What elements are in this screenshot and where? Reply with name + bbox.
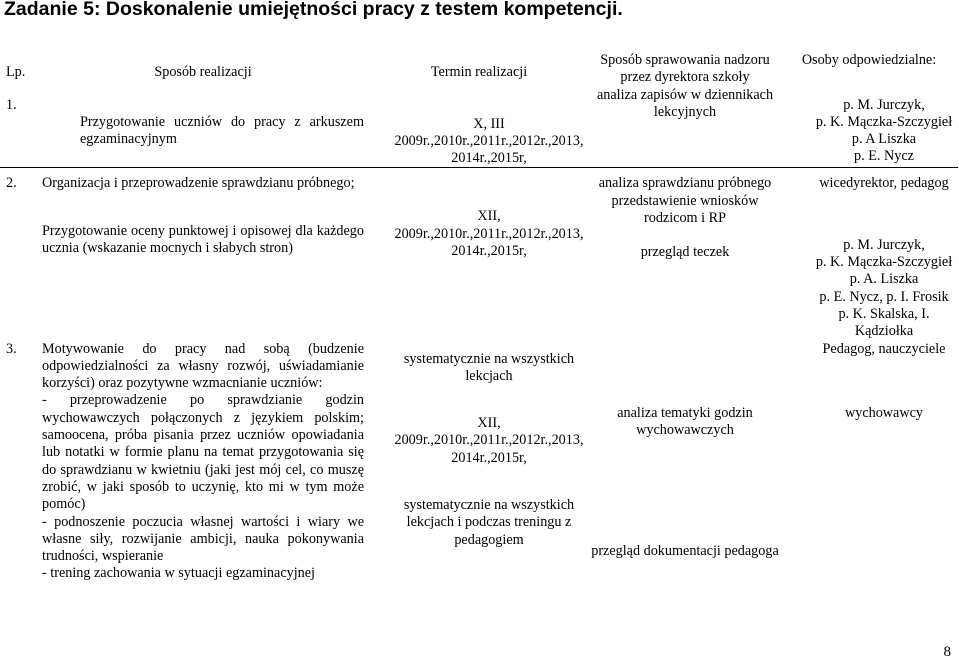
row2-responsible [780, 168, 958, 341]
row2-supervision [590, 168, 780, 341]
page-number: 8 [943, 644, 951, 660]
row1-method: Przygotowanie uczniów do pracy z arkuszem egzaminacyjnym [80, 113, 364, 147]
row2-method-a: Organizacja i przeprowadzenie sprawdzianu próbnego; [42, 175, 355, 192]
row3-method-p3: - podnoszenie poczucia własnej wartości i wiary we własne siły, rozwijanie ambicji, nauka pokonywania trudności, wspieranie [42, 513, 364, 565]
row3-supervision-a: analiza tematyki godzin wychowawczych [617, 404, 753, 438]
row3-responsible [780, 341, 958, 583]
row3-supervision [590, 341, 780, 583]
header-responsible-text: Osoby odpowiedzialne: [801, 52, 937, 68]
row2-supervision-b: przegląd teczek [640, 244, 730, 261]
row2-responsible-list [810, 237, 958, 341]
header-responsible [780, 52, 958, 87]
row1-term-line2: 2009r.,2010r.,2011r.,2012r.,2013, [394, 132, 584, 149]
row1-term-line3: 2014r.,2015r, [451, 150, 527, 167]
row2-supervision-a: analiza sprawdzianu próbnego przedstawienie wniosków rodzicom i RP [598, 175, 772, 227]
row1-responsible [780, 87, 958, 168]
row1-term-line1: X, III [473, 115, 505, 132]
row2-responsible-2: p. K. Mączka-Szczygieł [815, 254, 953, 271]
competence-table [0, 52, 958, 583]
header-term: Termin realizacji [430, 64, 528, 80]
row2-term-line3: 2014r.,2015r, [451, 243, 527, 260]
row1-responsible-3: p. A Liszka [851, 131, 917, 148]
header-supervision-text: Sposób sprawowania nadzoru przez dyrektora szkoły [600, 52, 770, 86]
row3-term-b: systematycznie na wszystkich lekcjach i podczas treningu z pedagogiem [403, 497, 575, 548]
row2-term [368, 168, 590, 341]
row1-term [368, 87, 590, 168]
row3-term [368, 341, 590, 583]
row2-responsible-4: p. E. Nycz, p. I. Frosik [819, 288, 949, 305]
row3-term-a: systematycznie na wszystkich lekcjach [403, 350, 575, 384]
row2-responsible-5: p. K. Skalska, I. Kądziołka [838, 305, 930, 340]
row3-responsible-b: wychowawcy [844, 404, 923, 421]
row2-method [38, 168, 368, 341]
row2-lp: 2. [0, 168, 38, 341]
table-row-1 [0, 87, 958, 168]
row2-method-b: Przygotowanie oceny punktowej i opisowej dla każdego ucznia (wskazanie mocnych i słabych stron) [42, 222, 364, 257]
row1-responsible-1: p. M. Jurczyk, [843, 96, 925, 113]
page-title: Zadanie 5: Doskonalenie umiejętności pracy z testem kompetencji. [4, 0, 623, 20]
row3-term-dates [388, 415, 590, 467]
row1-supervision: analiza zapisów w dziennikach lekcyjnych [596, 86, 774, 120]
row2-responsible-1: p. M. Jurczyk, [843, 236, 925, 253]
row2-term-line1: XII, [477, 208, 501, 225]
row2-responsible-3: p. A. Liszka [849, 271, 919, 288]
row3-term-line3: 2014r.,2015r, [451, 449, 527, 466]
row3-method [38, 341, 368, 583]
row3-method-p4: - trening zachowania w sytuacji egzaminacyjnej [42, 565, 315, 582]
row3-term-line2: 2009r.,2010r.,2011r.,2012r.,2013, [394, 432, 584, 449]
header-supervision [590, 52, 780, 87]
table-row-3 [0, 341, 958, 583]
row3-responsible-a: Pedagog, nauczyciele [822, 340, 946, 357]
row3-term-line1: XII, [477, 415, 501, 432]
row2-term-line2: 2009r.,2010r.,2011r.,2012r.,2013, [394, 225, 584, 242]
row3-lp: 3. [6, 340, 17, 357]
table-header-row [0, 52, 958, 87]
row3-method-p1: Motywowanie do pracy nad sobą (budzenie odpowiedzialności za własny rozwój, uświadamianie korzyści) oraz pozytywne wzmacnianie uczniów: [42, 340, 364, 392]
row1-responsible-2: p. K. Mączka-Szczygieł [815, 113, 953, 130]
row2-responsible-a: wicedyrektor, pedagog [819, 175, 949, 192]
header-lp: Lp. [6, 64, 26, 80]
row3-supervision-b: przegląd dokumentacji pedagoga [591, 543, 779, 560]
header-method: Sposób realizacji [154, 64, 252, 80]
row1-responsible-4: p. E. Nycz [854, 148, 914, 165]
row3-method-p2: - przeprowadzenie po sprawdzianie godzin wychowawczych połączonych z językiem polskim; samoocena, próba pisania przez uczniów opowiadania lub notatki w formie planu na temat przygotowania się do sprawdzianu w kwietniu (jaki jest mój cel, co muszę zrobić, w jaki sposób to uczynię, kto mi w tym może pomóc) [42, 392, 364, 513]
table-row-2 [0, 168, 958, 341]
row1-lp: 1. [6, 96, 17, 113]
